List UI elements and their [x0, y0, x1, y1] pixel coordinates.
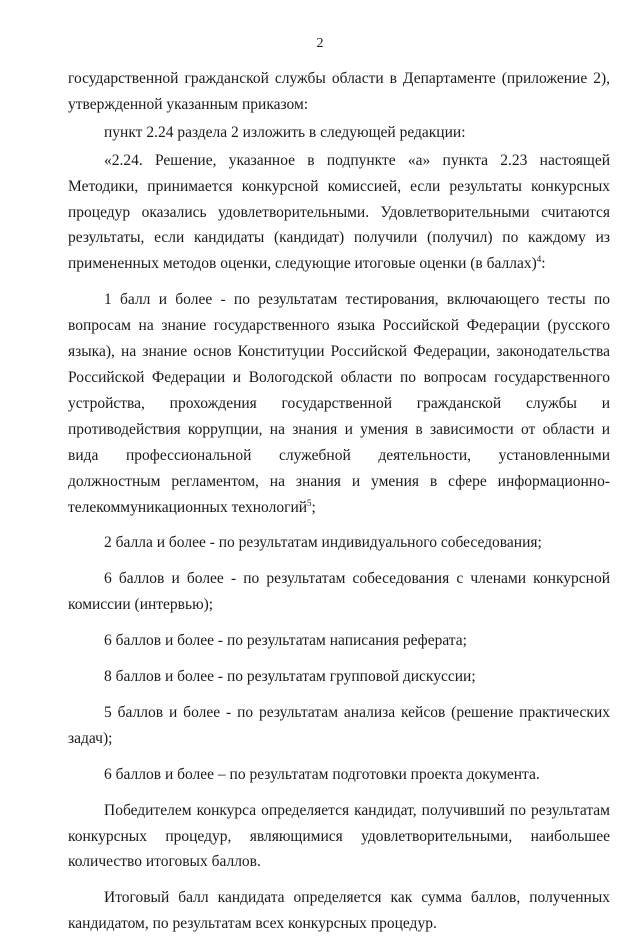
- document-body: [68, 66, 610, 939]
- testing-text: 1 балл и более - по результатам тестирования, включающего тесты по вопросам на знание государственного языка Российской Федерации (русского языка), на знание основ Конституции Российской Федерации, законодательства Российской Федерации и Вологодской области по вопросам государственного устройства, прохождения государственной гражданской службы и противодействия коррупции, на знания и умения в зависимости от области и вида профессиональной служебной деятельности, установленными должностным регламентом, на знания и умения в сфере информационно-телекоммуникационных технологий: [68, 291, 610, 516]
- paragraph-document-draft: 6 баллов и более – по результатам подготовки проекта документа.: [104, 765, 540, 783]
- paragraph-testing-score: [68, 287, 610, 520]
- paragraph-continuation: государственной гражданской службы области в Департаменте (приложение 2), утвержденной указанным приказом:: [68, 70, 610, 113]
- footnote-ref-4: 4: [536, 254, 542, 265]
- paragraph-commission-interview: 6 баллов и более - по результатам собеседования с членами конкурсной комиссии (интервью);: [68, 570, 610, 614]
- paragraph-amendment-intro: пункт 2.24 раздела 2 изложить в следующей редакции:: [104, 123, 466, 141]
- clause-text: «2.24. Решение, указанное в подпункте «а» пункта 2.23 настоящей Методики, принимается конкурсной комиссией, если результаты конкурсных процедур оказались удовлетворительными. Удовлетворительными считаются результаты, если кандидаты (кандидат) получили (получил) по каждому из примененных методов оценки, следующие итоговые оценки (в баллах): [68, 151, 610, 273]
- page-number: 2: [316, 36, 324, 51]
- paragraph-group-discussion: 8 баллов и более - по результатам групповой дискуссии;: [104, 668, 476, 686]
- paragraph-clause-2-24: [68, 148, 610, 278]
- paragraph-final-score: Итоговый балл кандидата определяется как сумма баллов, полученных кандидатом, по результатам всех конкурсных процедур.: [68, 889, 610, 933]
- paragraph-winner: Победителем конкурса определяется кандидат, получивший по результатам конкурсных процедур, являющимися удовлетворительными, наибольшее количество итоговых баллов.: [68, 801, 610, 871]
- clause-end: :: [541, 255, 546, 273]
- footnote-ref-5: 5: [307, 497, 312, 508]
- paragraph-individual-interview: 2 балла и более - по результатам индивидуального собеседования;: [104, 534, 542, 552]
- testing-end: ;: [311, 498, 316, 516]
- paragraph-essay: 6 баллов и более - по результатам написания реферата;: [104, 632, 467, 650]
- paragraph-case-analysis: 5 баллов и более - по результатам анализа кейсов (решение практических задач);: [68, 703, 610, 747]
